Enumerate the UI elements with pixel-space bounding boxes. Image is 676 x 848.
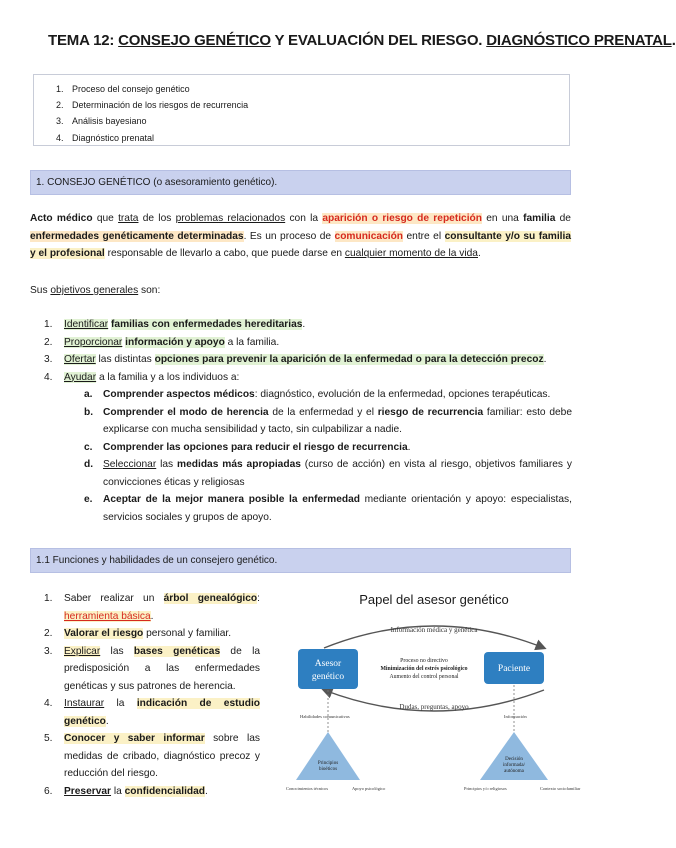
- title-topic-2: DIAGNÓSTICO PRENATAL: [486, 32, 672, 49]
- center-label-1: Proceso no directivo: [400, 658, 448, 664]
- objectives-intro: Sus objetivos generales son:: [30, 285, 161, 296]
- paciente-box-label: Paciente: [497, 664, 531, 674]
- center-label-3: Aumento del control personal: [389, 674, 459, 680]
- list-item: 5. Conocer y saber informar sobre las medidas de cribado, diagnóstico precoz y reducción del riesgo.: [44, 733, 260, 779]
- section-header-consejo-genetico: 1. CONSEJO GENÉTICO (o asesoramiento genético).: [30, 170, 571, 195]
- right-triangle-bottom-right: Contexto sociofamiliar: [540, 786, 581, 791]
- right-triangle-label-1: Decisión: [505, 757, 523, 762]
- list-item: d. Seleccionar las medidas más apropiadas (curso de acción) en vista al riesgo, objetivos familiares y convicciones éticas y religiosas: [84, 459, 572, 488]
- list-item: c. Comprender las opciones para reducir el riesgo de recurrencia.: [84, 441, 411, 453]
- list-item: e. Aceptar de la mejor manera posible la enfermedad mediante orientación y apoyo: especialistas, servicios sociales y grupos de apoyo.: [84, 494, 572, 523]
- figure-title: Papel del asesor genético: [359, 592, 509, 607]
- left-triangle-label-1: Principios: [317, 761, 339, 766]
- right-triangle-bottom-left: Principios y/o religiosos: [464, 786, 507, 791]
- list-item: 3. Explicar las bases genéticas de la predisposición a las enfermedades genéticas y sus patrones de herencia.: [44, 645, 261, 692]
- list-item: 3. Ofertar las distintas opciones para prevenir la aparición de la enfermedad o para la detección precoz.: [44, 354, 547, 365]
- objectives-list: [44, 316, 572, 526]
- sub-objectives-list: [44, 386, 572, 526]
- asesor-box: [298, 649, 358, 689]
- page-title: TEMA 12: CONSEJO GENÉTICO Y EVALUACIÓN DEL RIESGO. DIAGNÓSTICO PRENATAL.: [48, 32, 676, 49]
- asesor-box-label-1: Asesor: [314, 659, 342, 669]
- toc-item: 1. Proceso del consejo genético: [56, 84, 190, 94]
- list-item: b. Comprender el modo de herencia de la enfermedad y el riesgo de recurrencia familiar: esto debe explicarse con mucha sensibilidad y tacto, sin culpabilizar a nadie.: [84, 406, 573, 435]
- center-label-2: Minimización del estrés psicológico: [380, 666, 468, 672]
- list-item: 2. Valorar el riesgo personal y familiar.: [44, 628, 232, 639]
- title-topic-1: CONSEJO GENÉTICO: [118, 32, 271, 49]
- list-item: a. Comprender aspectos médicos: diagnóstico, evolución de la enfermedad, opciones terapéuticas.: [84, 389, 551, 400]
- left-triangle-label-2: bioéticos: [318, 767, 338, 772]
- toc-item: 3. Análisis bayesiano: [56, 116, 147, 127]
- list-item: 4. Instaurar la indicación de estudio genético.: [44, 698, 261, 727]
- list-item: 4. Ayudar a la familia y a los individuos a:: [44, 371, 240, 383]
- toc-item: 2. Determinación de los riesgos de recurrencia: [56, 100, 249, 111]
- genetic-counselor-role-diagram: [284, 590, 584, 812]
- list-item: 1. Saber realizar un árbol genealógico: herramienta básica.: [44, 593, 260, 622]
- left-triangle-bottom-left: Conocimientos técnicos: [286, 786, 329, 791]
- right-triangle-label-2: informada/: [503, 763, 525, 768]
- toc-item: 4. Diagnóstico prenatal: [56, 132, 155, 143]
- definition-paragraph: Acto médico que trata de los problemas relacionados con la aparición o riesgo de repetición en una familia de enfermedades genéticamente determinadas. Es un proceso de comunicación entre el consultante y/o su familia y el profesional responsable de llevarlo a cabo, que puede darse en cualquier momento de la vida.: [30, 213, 571, 259]
- right-triangle-label-3: autónoma: [504, 769, 524, 774]
- list-item: 6. Preservar la confidencialidad.: [44, 785, 208, 797]
- table-of-contents: [33, 74, 570, 146]
- functions-list: [44, 590, 260, 800]
- section-header-funciones: 1.1 Funciones y habilidades de un consejero genético.: [30, 548, 571, 573]
- left-triangle: [296, 732, 360, 780]
- top-arrow-label: Información médica y genética: [390, 626, 478, 634]
- asesor-box-label-2: genético: [311, 672, 345, 682]
- left-branch-label: Habilidades comunicativas: [300, 714, 350, 719]
- bottom-arrow-label: Dudas, preguntas, apoyo: [399, 703, 469, 711]
- right-branch-label: Información: [504, 714, 527, 719]
- list-item: 2. Proporcionar información y apoyo a la familia.: [44, 336, 280, 348]
- list-item: 1. Identificar familias con enfermedades hereditarias.: [44, 319, 306, 330]
- left-triangle-bottom-right: Apoyo psicológico: [352, 786, 386, 791]
- diagram-svg: [284, 590, 584, 812]
